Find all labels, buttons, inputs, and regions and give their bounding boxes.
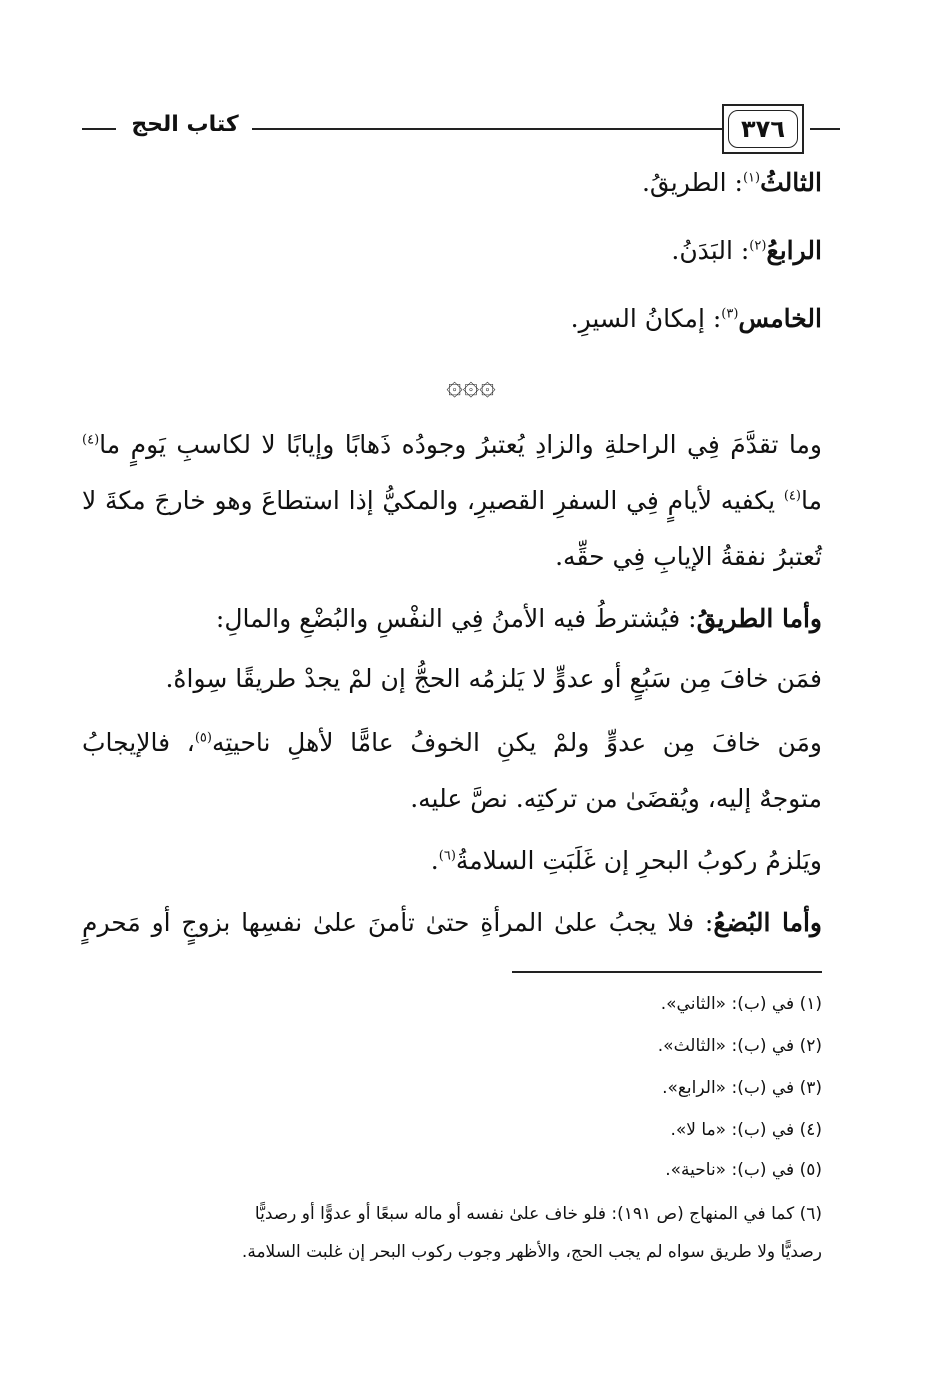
- footnote: (٦) كما في المنهاج (ص ١٩١): فلو خاف علىٰ نفسه أو ماله سبعًا أو عدوًّا أو رصديًّا: [254, 1204, 822, 1224]
- footnote-ref: (٤): [82, 432, 100, 448]
- text-run: : فيُشترطُ فيه الأمنُ فِي النفْسِ والبُضْعِ والمالِ:: [215, 604, 697, 633]
- text-run: : إمكانُ السيرِ.: [570, 304, 722, 333]
- page-number-frame: [722, 104, 804, 154]
- text-run: ومَن خافَ مِن عدوٍّ ولمْ يكنِ الخوفُ عامًّا لأهلِ ناحيتِه: [211, 728, 822, 757]
- text-line: [555, 542, 822, 571]
- footnote: (١) في (ب): «الثاني».: [660, 994, 822, 1014]
- text-run: يكفيه لأيامٍ فِي السفرِ القصيرِ، والمكيُّ إذا استطاعَ وهو خارجَ مكةَ لا: [82, 486, 784, 515]
- page-number: ٣٧٦: [728, 110, 798, 148]
- text-line: [82, 486, 822, 515]
- text-run: فمَن خافَ مِن سَبُعٍ أو عدوٍّ لا يَلزمُه الحجُّ إن لمْ يجدْ طريقًا سِواهُ.: [165, 664, 822, 693]
- term: الرابعُ: [766, 236, 822, 265]
- text-line: [82, 430, 822, 459]
- footnote-ref: (٥): [194, 730, 212, 746]
- text-line: [165, 664, 822, 693]
- text-line: [410, 784, 822, 813]
- footnote: رصديًّا ولا طريق سواه لم يجب الحج، والأظهر وجوب ركوب البحر إن غلبت السلامة.: [241, 1242, 822, 1262]
- section-ornament: ۞۞۞: [446, 368, 496, 401]
- footnote-ref: (٢): [749, 238, 767, 254]
- header-rule-right: [810, 128, 840, 130]
- text-line: [216, 604, 822, 633]
- page-header: [82, 104, 840, 156]
- text-run: : فلا يجبُ علىٰ المرأةِ حتىٰ تأمنَ علىٰ نفسِها بزوجٍ أو مَحرمٍ: [82, 908, 714, 937]
- text-run: : البَدَنُ.: [671, 236, 750, 265]
- term: وأما البُضعُ: [713, 908, 822, 937]
- footnote-ref: (٣): [721, 306, 739, 322]
- footnote: (٣) في (ب): «الرابع».: [662, 1078, 822, 1098]
- text-run: ويَلزمُ ركوبُ البحرِ إن غَلَبَتِ السلامةُ: [455, 846, 822, 875]
- text-line: [671, 236, 822, 265]
- header-rule-middle: [252, 128, 722, 130]
- header-rule-left: [82, 128, 116, 130]
- text-run: تُعتبرُ نفقةُ الإيابِ فِي حقِّه.: [555, 542, 822, 571]
- term: وأما الطريقُ: [696, 604, 822, 633]
- footnote: (٥) في (ب): «ناحية».: [665, 1160, 822, 1180]
- text-run: ما: [800, 486, 822, 515]
- text-line: [571, 304, 822, 333]
- text-line: [431, 846, 822, 875]
- footnote-ref: (٦): [438, 848, 456, 864]
- text-run: .: [430, 846, 439, 875]
- text-line: [82, 728, 822, 757]
- text-run: متوجهٌ إليه، ويُقضَىٰ من تركتِه. نصَّ عليه.: [410, 784, 822, 813]
- footnote: (٤) في (ب): «ما لا».: [670, 1120, 822, 1140]
- term: الخامس: [738, 304, 822, 333]
- text-line: [642, 168, 822, 197]
- text-run: : الطريقُ.: [641, 168, 743, 197]
- text-run: ، فالإيجابُ: [82, 728, 195, 757]
- term: الثالثُ: [760, 168, 822, 197]
- footnote-ref: (١): [742, 170, 761, 186]
- text-line: [82, 908, 822, 937]
- footnote-separator: [512, 971, 822, 973]
- text-run: وما تقدَّمَ فِي الراحلةِ والزادِ يُعتبرُ وجودُه ذَهابًا وإيابًا لا لكاسبِ يَومٍ ما: [99, 430, 822, 459]
- book-title: كتاب الحج: [131, 112, 239, 137]
- footnote-ref: (٤): [783, 488, 801, 504]
- footnote: (٢) في (ب): «الثالث».: [657, 1036, 822, 1056]
